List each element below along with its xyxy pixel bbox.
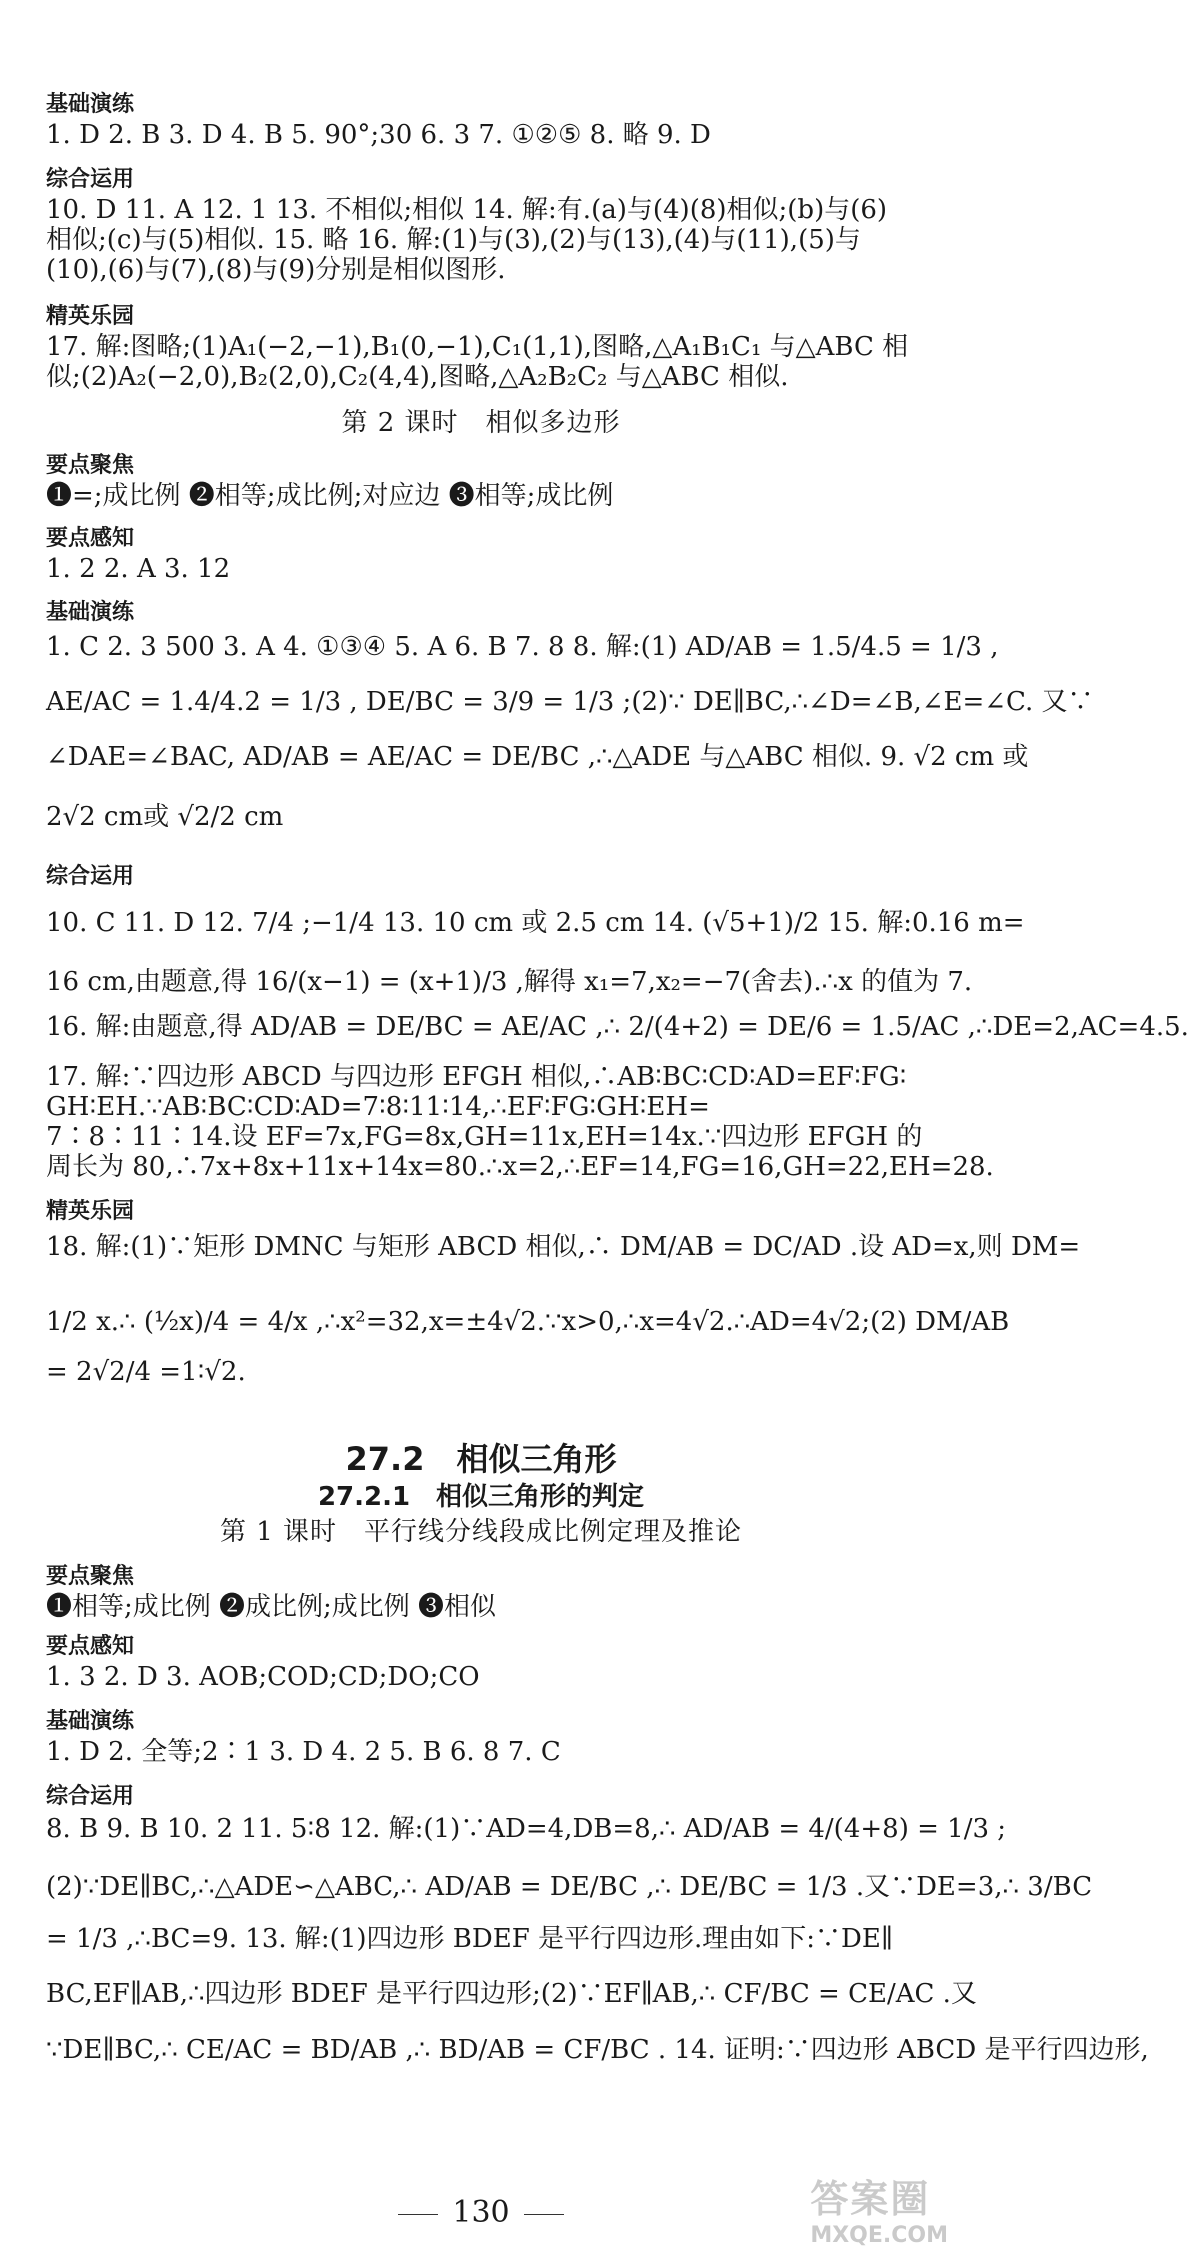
answer-line: ❶相等;成比例 ❷成比例;成比例 ❸相似 (46, 1592, 497, 1622)
answer-line: 7∶8∶11∶14.设 EF=7x,FG=8x,GH=11x,EH=14x.∵四边形 EFGH 的 (46, 1122, 923, 1152)
answer-line: 16. 解:由题意,得 AD/AB = DE/BC = AE/AC ,∴ 2/(4+2) = DE/6 = 1.5/AC ,∴DE=2,AC=4.5. (46, 1012, 1189, 1042)
head-heading: 综合运用 (46, 1784, 135, 1809)
head-heading: 精英乐园 (46, 304, 135, 329)
subsection-heading: 27.2.1 相似三角形的判定 (317, 1482, 645, 1512)
answer-line: 1. D 2. B 3. D 4. B 5. 90°;30 6. 3 7. ①②⑤ 8. 略 9. D (46, 120, 711, 150)
head-heading: 要点聚焦 (46, 1564, 135, 1589)
answer-line: 18. 解:(1)∵矩形 DMNC 与矩形 ABCD 相似,∴ DM/AB = DC/AD .设 AD=x,则 DM= (46, 1232, 1081, 1262)
answer-line: 17. 解:图略;(1)A₁(−2,−1),B₁(0,−1),C₁(1,1),图略,△A₁B₁C₁ 与△ABC 相 (46, 332, 909, 362)
answer-line: BC,EF∥AB,∴四边形 BDEF 是平行四边形;(2)∵EF∥AB,∴ CF/BC = CE/AC .又 (46, 1979, 977, 2009)
head-heading: 要点感知 (46, 1634, 135, 1659)
answer-line: 17. 解:∵四边形 ABCD 与四边形 EFGH 相似,∴AB∶BC∶CD∶AD=EF∶FG∶ (46, 1062, 907, 1092)
answer-line: 16 cm,由题意,得 16/(x−1) = (x+1)/3 ,解得 x₁=7,x₂=−7(舍去).∴x 的值为 7. (46, 967, 973, 997)
answer-line: GH∶EH.∵AB∶BC∶CD∶AD=7∶8∶11∶14,∴EF∶FG∶GH∶EH= (46, 1092, 710, 1122)
watermark-top: 答案圈 (810, 2177, 931, 2221)
head-heading: 要点聚焦 (46, 453, 135, 478)
answer-line: (2)∵DE∥BC,∴△ADE∽△ABC,∴ AD/AB = DE/BC ,∴ DE/BC = 1/3 .又∵DE=3,∴ 3/BC (46, 1872, 1093, 1902)
head-heading: 基础演练 (46, 600, 135, 625)
footer-dash-right (524, 2214, 564, 2215)
answer-line: 1. 3 2. D 3. AOB;COD;CD;DO;CO (46, 1662, 480, 1692)
answer-line: 似;(2)A₂(−2,0),B₂(2,0),C₂(4,4),图略,△A₂B₂C₂ 与△ABC 相似. (46, 362, 789, 392)
answer-line: 10. C 11. D 12. 7/4 ;−1/4 13. 10 cm 或 2.5 cm 14. (√5+1)/2 15. 解:0.16 m= (46, 908, 1025, 938)
answer-line: 1/2 x.∴ (½x)/4 = 4/x ,∴x²=32,x=±4√2.∵x>0,∴x=4√2.∴AD=4√2;(2) DM/AB (46, 1307, 1010, 1337)
answer-line: 10. D 11. A 12. 1 13. 不相似;相似 14. 解:有.(a)与(4)(8)相似;(b)与(6) (46, 195, 888, 225)
head-heading: 要点感知 (46, 526, 135, 551)
footer-dash-left (398, 2214, 438, 2215)
answer-line: ∠DAE=∠BAC, AD/AB = AE/AC = DE/BC ,∴△ADE 与△ABC 相似. 9. √2 cm 或 (46, 742, 1029, 772)
answer-line: = 1/3 ,∴BC=9. 13. 解:(1)四边形 BDEF 是平行四边形.理由如下:∵DE∥ (46, 1924, 893, 1954)
answer-line: 1. D 2. 全等;2∶1 3. D 4. 2 5. B 6. 8 7. C (46, 1737, 561, 1767)
lesson-heading: 第 1 课时 平行线分线段成比例定理及推论 (219, 1517, 743, 1547)
answer-line: ❶=;成比例 ❷相等;成比例;对应边 ❸相等;成比例 (46, 481, 614, 511)
answer-line: 2√2 cm或 √2/2 cm (46, 802, 284, 832)
answer-line: AE/AC = 1.4/4.2 = 1/3 , DE/BC = 3/9 = 1/3 ;(2)∵ DE∥BC,∴∠D=∠B,∠E=∠C. 又∵ (46, 687, 1094, 717)
page-number: 130 (452, 2195, 510, 2230)
head-heading: 综合运用 (46, 864, 135, 889)
head-heading: 精英乐园 (46, 1199, 135, 1224)
answer-line: 相似;(c)与(5)相似. 15. 略 16. 解:(1)与(3),(2)与(13),(4)与(11),(5)与 (46, 225, 861, 255)
answer-line: 8. B 9. B 10. 2 11. 5∶8 12. 解:(1)∵AD=4,DB=8,∴ AD/AB = 4/(4+8) = 1/3 ; (46, 1814, 1007, 1844)
watermark-bottom: MXQE.COM (810, 2223, 948, 2248)
head-heading: 基础演练 (46, 1709, 135, 1734)
head-heading: 综合运用 (46, 167, 135, 192)
lesson-heading: 第 2 课时 相似多边形 (341, 408, 621, 438)
answer-line: = 2√2/4 =1∶√2. (46, 1357, 246, 1387)
answer-line: 周长为 80,∴7x+8x+11x+14x=80.∴x=2,∴EF=14,FG=16,GH=22,EH=28. (46, 1152, 994, 1182)
answer-line: ∵DE∥BC,∴ CE/AC = BD/AB ,∴ BD/AB = CF/BC . 14. 证明:∵四边形 ABCD 是平行四边形, (46, 2035, 1149, 2065)
answer-line: 1. C 2. 3 500 3. A 4. ①③④ 5. A 6. B 7. 8 8. 解:(1) AD/AB = 1.5/4.5 = 1/3 , (46, 632, 999, 662)
head-heading: 基础演练 (46, 92, 135, 117)
watermark (810, 2168, 948, 2248)
answer-line: (10),(6)与(7),(8)与(9)分别是相似图形. (46, 255, 506, 285)
section-heading: 27.2 相似三角形 (345, 1440, 617, 1478)
answer-line: 1. 2 2. A 3. 12 (46, 554, 231, 584)
